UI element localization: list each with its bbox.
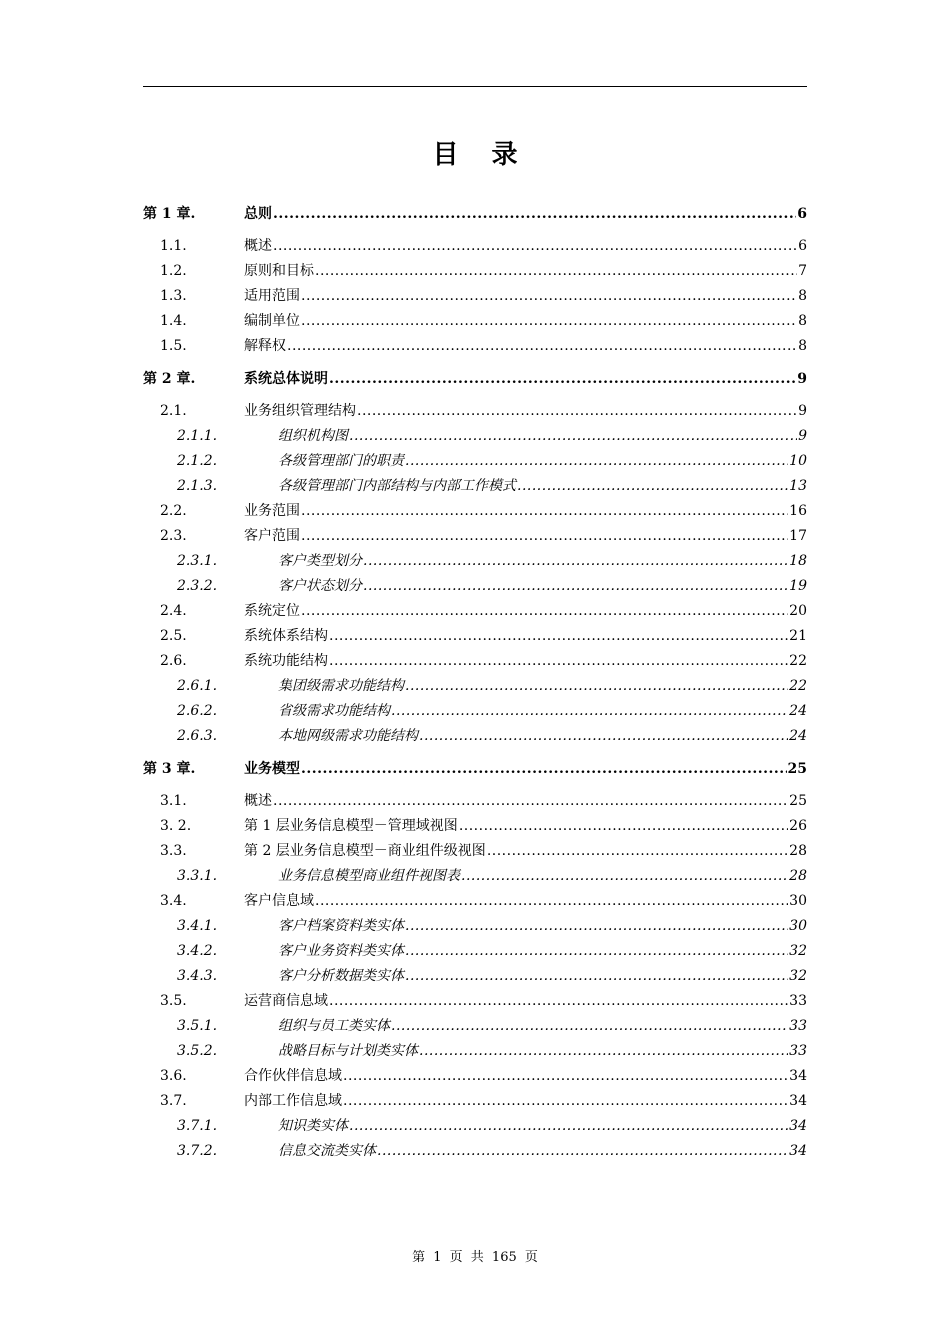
toc-dot-leader (405, 914, 788, 939)
toc-dot-leader (391, 1014, 788, 1039)
toc-entry-title: 各级管理部门内部结构与内部工作模式 (278, 478, 516, 494)
toc-entry-page: 13 (789, 478, 807, 494)
toc-entry[interactable] (143, 889, 807, 914)
toc-entry-page: 19 (789, 578, 807, 594)
page-title: 目 录 (432, 140, 530, 170)
toc-entry-link[interactable] (244, 649, 807, 674)
toc-entry[interactable] (143, 649, 807, 674)
toc-entry[interactable] (143, 755, 807, 783)
toc-entry-link[interactable] (278, 1039, 807, 1064)
toc-entry-link[interactable] (278, 1014, 807, 1039)
toc-entry-title: 知识类实体 (278, 1118, 348, 1134)
toc-entry-link[interactable] (244, 365, 807, 393)
toc-dot-leader (329, 624, 788, 649)
toc-entry-link[interactable] (278, 914, 807, 939)
toc-entry-number: 3.7. (160, 1093, 187, 1109)
toc-entry-page: 32 (789, 943, 807, 959)
toc-entry-page: 22 (789, 653, 807, 669)
toc-entry-number: 3.3. (160, 843, 187, 859)
toc-entry-number: 2.6.1. (177, 678, 218, 694)
toc-entry[interactable] (143, 1014, 807, 1039)
toc-entry[interactable] (143, 864, 807, 889)
toc-entry-number: 第 3 章. (143, 761, 196, 777)
toc-dot-leader (287, 334, 797, 359)
toc-entry[interactable] (143, 964, 807, 989)
toc-entry-page: 9 (798, 403, 807, 419)
toc-entry-link[interactable] (244, 599, 807, 624)
toc-entry-link[interactable] (278, 939, 807, 964)
toc-entry[interactable] (143, 234, 807, 259)
toc-entry-number: 2.6.3. (177, 728, 218, 744)
toc-entry-title: 战略目标与计划类实体 (278, 1043, 418, 1059)
toc-entry-number: 3.4.2. (177, 943, 218, 959)
toc-entry[interactable] (143, 624, 807, 649)
toc-entry[interactable] (143, 399, 807, 424)
toc-entry-title: 业务信息模型商业组件视图表 (278, 868, 460, 884)
toc-entry-page: 34 (789, 1068, 807, 1084)
toc-entry-number: 2.1. (160, 403, 187, 419)
toc-entry-link[interactable] (244, 814, 807, 839)
toc-entry[interactable] (143, 200, 807, 228)
toc-dot-leader (459, 814, 788, 839)
toc-entry-link[interactable] (244, 259, 807, 284)
toc-entry-link[interactable] (278, 449, 807, 474)
toc-entry-title: 运营商信息域 (244, 993, 328, 1009)
toc-dot-leader (349, 424, 797, 449)
toc-entry[interactable] (143, 1089, 807, 1114)
toc-dot-leader (315, 889, 788, 914)
toc-dot-leader (357, 399, 797, 424)
toc-entry-number: 3.5.1. (177, 1018, 218, 1034)
toc-entry[interactable] (143, 574, 807, 599)
toc-dot-leader (363, 574, 788, 599)
toc-dot-leader (329, 649, 788, 674)
toc-entry[interactable] (143, 914, 807, 939)
toc-entry-title: 系统定位 (244, 603, 300, 619)
toc-entry[interactable] (143, 989, 807, 1014)
toc-entry-page: 32 (789, 968, 807, 984)
toc-entry-page: 10 (789, 453, 807, 469)
toc-entry-number: 2.6. (160, 653, 187, 669)
toc-entry-page: 17 (789, 528, 807, 544)
toc-entry-number: 2.1.1. (177, 428, 218, 444)
toc-dot-leader (301, 309, 797, 334)
toc-dot-leader (419, 724, 788, 749)
toc-entry-link[interactable] (278, 864, 807, 889)
toc-entry-number: 3.1. (160, 793, 187, 809)
toc-dot-leader (461, 864, 788, 889)
toc-entry-title: 系统功能结构 (244, 653, 328, 669)
toc-entry-title: 适用范围 (244, 288, 300, 304)
toc-dot-leader (363, 549, 788, 574)
toc-entry-link[interactable] (244, 284, 807, 309)
toc-entry-page: 28 (789, 843, 807, 859)
toc-entry[interactable] (143, 259, 807, 284)
toc-entry-number: 3.4. (160, 893, 187, 909)
toc-entry[interactable] (143, 524, 807, 549)
toc-entry-title: 本地网级需求功能结构 (278, 728, 418, 744)
toc-entry-number: 2.5. (160, 628, 187, 644)
toc-entry-title: 原则和目标 (244, 263, 314, 279)
toc-entry-number: 1.2. (160, 263, 187, 279)
toc-entry-title: 第 1 层业务信息模型－管理域视图 (244, 818, 458, 834)
toc-entry-link[interactable] (244, 499, 807, 524)
toc-entry-title: 客户类型划分 (278, 553, 362, 569)
toc-entry-page: 25 (789, 793, 807, 809)
toc-entry-title: 业务范围 (244, 503, 300, 519)
toc-entry-link[interactable] (244, 989, 807, 1014)
toc-entry-page: 16 (789, 503, 807, 519)
toc-entry-link[interactable] (278, 1139, 807, 1164)
toc-entry-link[interactable] (278, 964, 807, 989)
toc-entry[interactable] (143, 309, 807, 334)
toc-entry-page: 33 (789, 1043, 807, 1059)
toc-entry-page: 6 (798, 238, 807, 254)
toc-entry-link[interactable] (244, 755, 807, 783)
toc-entry-title: 第 2 层业务信息模型－商业组件级视图 (244, 843, 486, 859)
toc-dot-leader (301, 524, 788, 549)
toc-entry-title: 客户业务资料类实体 (278, 943, 404, 959)
toc-entry-number: 第 1 章. (143, 206, 196, 222)
toc-entry-number: 3.5.2. (177, 1043, 218, 1059)
toc-entry-title: 概述 (244, 793, 272, 809)
toc-entry-page: 9 (798, 428, 807, 444)
toc-entry-link[interactable] (244, 789, 807, 814)
toc-entry-number: 1.4. (160, 313, 187, 329)
toc-entry-title: 组织机构图 (278, 428, 348, 444)
toc-entry-page: 8 (798, 338, 807, 354)
toc-dot-leader (343, 1064, 788, 1089)
toc-entry-number: 1.1. (160, 238, 187, 254)
toc-dot-leader (301, 755, 787, 783)
toc-entry-link[interactable] (278, 424, 807, 449)
toc-entry-page: 34 (789, 1143, 807, 1159)
toc-entry-link[interactable] (278, 574, 807, 599)
toc-entry-page: 24 (789, 728, 807, 744)
toc-entry-title: 概述 (244, 238, 272, 254)
toc-entry-page: 18 (789, 553, 807, 569)
toc-entry-title: 客户范围 (244, 528, 300, 544)
toc-dot-leader (329, 989, 788, 1014)
toc-entry-link[interactable] (278, 699, 807, 724)
toc-entry-number: 第 2 章. (143, 371, 196, 387)
toc-entry-number: 3.4.1. (177, 918, 218, 934)
toc-entry-page: 30 (789, 918, 807, 934)
toc-entry-number: 2.3.1. (177, 553, 218, 569)
toc-entry-title: 编制单位 (244, 313, 300, 329)
toc-entry-title: 客户状态划分 (278, 578, 362, 594)
toc-entry-page: 8 (798, 288, 807, 304)
toc-entry-title: 业务组织管理结构 (244, 403, 356, 419)
toc-entry-number: 3. 2. (160, 818, 192, 834)
toc-entry-link[interactable] (278, 1114, 807, 1139)
toc-entry-number: 2.2. (160, 503, 187, 519)
toc-dot-leader (349, 1114, 788, 1139)
toc-dot-leader (419, 1039, 788, 1064)
toc-dot-leader (405, 449, 788, 474)
toc-entry[interactable] (143, 939, 807, 964)
toc-entry-title: 内部工作信息域 (244, 1093, 342, 1109)
toc-dot-leader (273, 789, 788, 814)
toc-entry-link[interactable] (278, 724, 807, 749)
toc-entry[interactable] (143, 365, 807, 393)
toc-entry[interactable] (143, 839, 807, 864)
toc-entry-link[interactable] (244, 1089, 807, 1114)
toc-dot-leader (487, 839, 788, 864)
toc-entry-page: 8 (798, 313, 807, 329)
toc-entry-link[interactable] (244, 1064, 807, 1089)
toc-entry-link[interactable] (244, 200, 807, 228)
toc-entry[interactable] (143, 599, 807, 624)
toc-entry-number: 3.7.1. (177, 1118, 218, 1134)
toc-entry-page: 24 (789, 703, 807, 719)
toc-entry-page: 34 (789, 1093, 807, 1109)
header-rule (143, 86, 807, 87)
toc-entry-number: 3.5. (160, 993, 187, 1009)
toc-dot-leader (273, 200, 796, 228)
toc-entry-page: 26 (789, 818, 807, 834)
toc-dot-leader (391, 699, 788, 724)
toc-entry-number: 3.3.1. (177, 868, 218, 884)
toc-entry-title: 客户信息域 (244, 893, 314, 909)
toc-entry[interactable] (143, 674, 807, 699)
toc-entry[interactable] (143, 1064, 807, 1089)
toc-entry-link[interactable] (244, 889, 807, 914)
toc-entry-title: 信息交流类实体 (278, 1143, 376, 1159)
toc-entry[interactable] (143, 1139, 807, 1164)
toc-entry-link[interactable] (278, 674, 807, 699)
toc-dot-leader (301, 284, 797, 309)
toc-entry-link[interactable] (278, 549, 807, 574)
toc-entry-page: 7 (798, 263, 807, 279)
toc-entry-page: 9 (797, 371, 807, 387)
toc-entry-number: 1.5. (160, 338, 187, 354)
toc-entry-title: 系统总体说明 (244, 371, 328, 387)
toc-entry-number: 2.1.2. (177, 453, 218, 469)
toc-entry[interactable] (143, 724, 807, 749)
toc-dot-leader (343, 1089, 788, 1114)
toc-dot-leader (377, 1139, 788, 1164)
toc-entry-number: 2.1.3. (177, 478, 218, 494)
toc-entry[interactable] (143, 549, 807, 574)
toc-entry-page: 21 (789, 628, 807, 644)
toc-entry[interactable] (143, 449, 807, 474)
toc-entry-page: 22 (789, 678, 807, 694)
toc-entry[interactable] (143, 1114, 807, 1139)
toc-entry-title: 客户档案资料类实体 (278, 918, 404, 934)
toc-entry-link[interactable] (244, 624, 807, 649)
toc-entry-link[interactable] (244, 334, 807, 359)
toc-entry-page: 6 (797, 206, 807, 222)
toc-entry-page: 34 (789, 1118, 807, 1134)
toc-entry-title: 集团级需求功能结构 (278, 678, 404, 694)
toc-dot-leader (329, 365, 796, 393)
toc-entry-title: 系统体系结构 (244, 628, 328, 644)
toc-entry-number: 2.4. (160, 603, 187, 619)
toc-entry-number: 3.7.2. (177, 1143, 218, 1159)
toc-entry-link[interactable] (244, 234, 807, 259)
toc-entry-number: 2.3.2. (177, 578, 218, 594)
toc-entry-page: 33 (789, 1018, 807, 1034)
toc-entry-link[interactable] (244, 524, 807, 549)
toc-dot-leader (517, 474, 788, 499)
toc-entry-link[interactable] (244, 309, 807, 334)
toc-dot-leader (315, 259, 797, 284)
toc-entry-number: 1.3. (160, 288, 187, 304)
toc-entry-page: 28 (789, 868, 807, 884)
toc-entry[interactable] (143, 789, 807, 814)
toc-entry-link[interactable] (244, 399, 807, 424)
toc-entry-title: 业务模型 (244, 761, 300, 777)
toc-entry-title: 客户分析数据类实体 (278, 968, 404, 984)
toc-entry-number: 2.3. (160, 528, 187, 544)
toc-entry-title: 解释权 (244, 338, 286, 354)
toc-dot-leader (301, 599, 788, 624)
toc-dot-leader (273, 234, 797, 259)
toc-entry-number: 2.6.2. (177, 703, 218, 719)
toc-entry-title: 总则 (244, 206, 272, 222)
toc-entry[interactable] (143, 699, 807, 724)
toc-entry-number: 3.4.3. (177, 968, 218, 984)
toc-dot-leader (405, 939, 788, 964)
toc-entry[interactable] (143, 334, 807, 359)
toc-entry[interactable] (143, 1039, 807, 1064)
toc-dot-leader (405, 964, 788, 989)
page-footer: 第 1 页 共 165 页 (412, 1250, 538, 1265)
toc-entry-page: 20 (789, 603, 807, 619)
toc-entry-page: 25 (787, 761, 807, 777)
toc-dot-leader (405, 674, 788, 699)
toc-entry-title: 合作伙伴信息域 (244, 1068, 342, 1084)
toc-entry-link[interactable] (278, 474, 807, 499)
table-of-contents (143, 200, 807, 1164)
toc-entry-number: 3.6. (160, 1068, 187, 1084)
toc-entry-page: 33 (789, 993, 807, 1009)
toc-entry-page: 30 (789, 893, 807, 909)
toc-entry[interactable] (143, 424, 807, 449)
toc-entry-title: 省级需求功能结构 (278, 703, 390, 719)
toc-entry[interactable] (143, 474, 807, 499)
toc-entry[interactable] (143, 284, 807, 309)
toc-entry[interactable] (143, 499, 807, 524)
toc-entry[interactable] (143, 814, 807, 839)
toc-entry-title: 各级管理部门的职责 (278, 453, 404, 469)
toc-entry-title: 组织与员工类实体 (278, 1018, 390, 1034)
toc-entry-link[interactable] (244, 839, 807, 864)
toc-dot-leader (301, 499, 788, 524)
